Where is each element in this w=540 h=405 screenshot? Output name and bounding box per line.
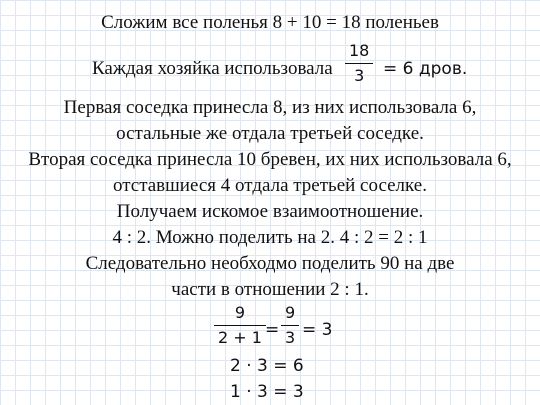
fraction-18-over-3: [345, 41, 373, 86]
fraction-9-over-2-plus-1: [214, 303, 266, 348]
fraction-result: = 3: [302, 320, 333, 340]
fraction-bar: [345, 63, 373, 64]
line-product-1x3: 1 · 3 = 3: [230, 382, 304, 402]
fraction-denominator: 3: [285, 328, 296, 348]
line-relationship: Получаем искомое взаимоотношение.: [116, 201, 424, 222]
fraction-bar: [281, 325, 299, 326]
line-sum-logs: Сложим все поленья 8 + 10 = 18 поленьев: [101, 12, 439, 33]
fraction-numerator: 9: [234, 303, 246, 322]
line-product-2x3: 2 · 3 = 6: [230, 356, 304, 376]
line-first-neighbor: Первая соседка принесла 8, из них использовала 6,: [63, 97, 477, 118]
fraction-numerator: 18: [349, 41, 370, 60]
line-each-used-text: Каждая хозяйка использовала: [92, 58, 333, 79]
line-parts-ratio: части в отношении 2 : 1.: [171, 279, 369, 300]
fraction-9-over-3: [281, 303, 299, 348]
line-each-used-result: = 6 дров.: [383, 59, 468, 79]
line-therefore: Следовательно необходмо поделить 90 на две: [85, 253, 455, 274]
line-first-neighbor-rest: остальные же отдала третьей соседке.: [116, 123, 424, 144]
line-second-neighbor-rest: отставшиеся 4 отдала третьей соселке.: [113, 175, 427, 196]
line-ratio: 4 : 2. Можно поделить на 2. 4 : 2 = 2 : 1: [112, 227, 428, 248]
fraction-bar: [214, 325, 266, 326]
line-second-neighbor: Вторая соседка принесла 10 бревен, их них использовала 6,: [28, 149, 512, 170]
fraction-denominator: 3: [354, 66, 365, 86]
fraction-numerator: 9: [285, 303, 296, 322]
equals-sign: =: [265, 320, 280, 340]
fraction-denominator: 2 + 1: [218, 328, 262, 348]
